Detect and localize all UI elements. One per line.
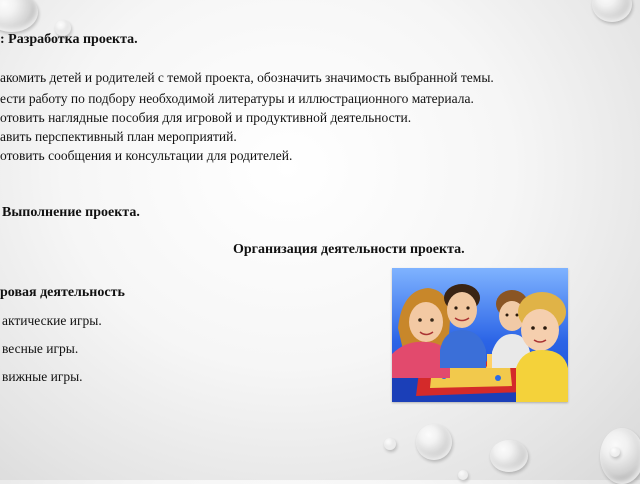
activity-item: вижные игры.	[2, 369, 83, 384]
water-drop-decoration	[600, 428, 640, 484]
organization-title: Организация деятельности проекта.	[233, 242, 465, 257]
stage2-title: Выполнение проекта.	[2, 205, 140, 220]
water-drop-decoration	[592, 0, 632, 22]
water-drop-decoration	[610, 447, 620, 457]
children-illustration	[392, 268, 568, 402]
water-drop-decoration	[384, 438, 396, 450]
water-drop-decoration	[458, 470, 468, 480]
activity-title: ровая деятельность	[0, 285, 125, 300]
stage1-item: отовить сообщения и консультации для родителей.	[0, 148, 293, 163]
activity-item: актические игры.	[2, 313, 102, 328]
stage1-item: акомить детей и родителей с темой проекта, обозначить значимость выбранной темы.	[0, 70, 494, 85]
children-playing-photo	[392, 268, 568, 402]
stage1-item: авить перспективный план мероприятий.	[0, 129, 237, 144]
stage1-title: : Разработка проекта.	[0, 32, 138, 47]
activity-item: весные игры.	[2, 341, 79, 356]
water-drop-decoration	[490, 440, 528, 472]
water-drop-decoration	[0, 0, 38, 32]
stage1-item: ести работу по подбору необходимой литературы и иллюстрационного материала.	[0, 91, 474, 106]
water-drop-decoration	[416, 424, 452, 460]
stage1-item: отовить наглядные пособия для игровой и продуктивной деятельности.	[0, 110, 412, 125]
